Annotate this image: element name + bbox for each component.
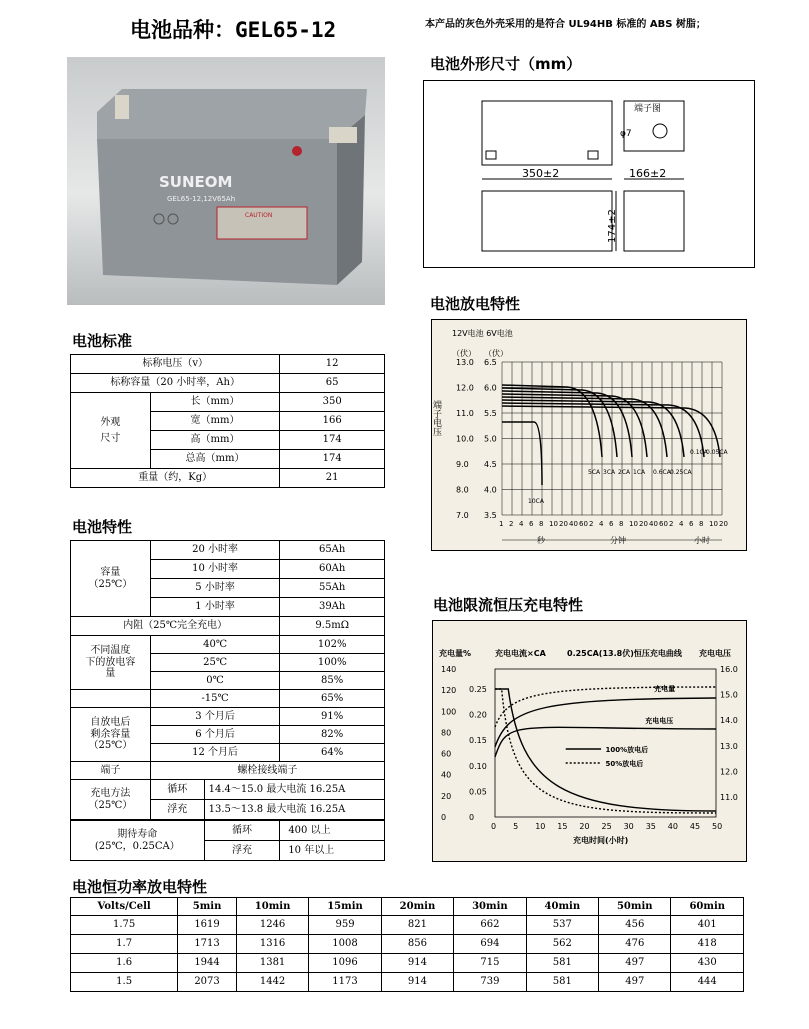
y-right-tick: 4.5 xyxy=(484,460,497,469)
table-cell: 1.75 xyxy=(71,916,178,935)
x-group-label: 分钟 xyxy=(610,536,626,545)
table-cell: 497 xyxy=(599,973,671,992)
table-cell: 914 xyxy=(381,973,453,992)
charging-chart-svg xyxy=(433,621,746,861)
material-note: 本产品的灰色外壳采用的是符合 UL94HB 标准的 ABS 树脂； xyxy=(425,19,706,30)
temp-value: 85% xyxy=(280,672,385,690)
x-tick: 30 xyxy=(623,822,634,831)
temp-label: 40℃ xyxy=(150,636,279,654)
y-left-tick: 9.0 xyxy=(456,460,469,469)
rate-value: 55Ah xyxy=(280,579,385,598)
x-tick: 10 xyxy=(549,520,558,528)
power-table xyxy=(70,897,744,992)
temp-label: 0℃ xyxy=(150,672,279,690)
x-tick: 8 xyxy=(539,520,544,528)
y-right-tick: 6.0 xyxy=(484,383,497,393)
table-row xyxy=(71,916,744,935)
temp-value: 102% xyxy=(280,636,385,654)
self-discharge-label: 自放电后 剩余容量 （25℃） xyxy=(71,708,151,762)
dim-label: 总高（mm） xyxy=(150,450,280,469)
y-left-tick: 7.0 xyxy=(456,511,469,520)
table-cell: 581 xyxy=(526,954,598,973)
dim-label: 宽（mm） xyxy=(150,412,280,431)
column-header: Volts/Cell xyxy=(71,898,178,916)
table-cell: 497 xyxy=(599,954,671,973)
y-left-tick: 60 xyxy=(441,749,452,759)
life-table xyxy=(70,820,385,861)
front-view-outline xyxy=(482,191,612,251)
table-row xyxy=(71,617,385,636)
charge-mode: 循环 xyxy=(150,780,204,800)
terminal-positive xyxy=(329,127,357,143)
y-right-tick: 5.0 xyxy=(484,434,497,444)
table-cell: 662 xyxy=(454,916,526,935)
column-header: 5min xyxy=(178,898,237,916)
y-right-tick: 14.0 xyxy=(720,716,738,726)
life-label: 期待寿命 (25℃，0.25CA） xyxy=(71,821,205,861)
dims-label: 外观 尺寸 xyxy=(71,393,151,469)
x-tick: 40 xyxy=(667,822,678,831)
terminal-hole xyxy=(653,124,667,138)
right-axis-title: 充电电压 xyxy=(699,649,731,658)
table-cell: 856 xyxy=(381,935,453,954)
table-cell: 1381 xyxy=(236,954,308,973)
y-mid-tick: 0 xyxy=(469,813,475,822)
terminal-label: 端子 xyxy=(71,762,151,780)
life-value: 10 年以上 xyxy=(280,841,385,861)
y-left-unit: （伏） xyxy=(452,349,476,358)
width-label: 166±2 xyxy=(629,167,667,180)
table-row xyxy=(71,780,385,800)
table-cell: 2073 xyxy=(178,973,237,992)
y-left-tick: 12.0 xyxy=(456,383,474,393)
curve-label: 充电电压 xyxy=(645,717,674,725)
table-row xyxy=(71,690,385,708)
charge-amount-line-100 xyxy=(495,698,716,747)
y-mid-tick: 0.15 xyxy=(469,736,487,746)
table-cell: 476 xyxy=(599,935,671,954)
standard-table xyxy=(70,354,385,488)
table-cell: 715 xyxy=(454,954,526,973)
life-mode: 浮充 xyxy=(204,841,280,861)
dim-value: 350 xyxy=(280,393,385,412)
period-value: 91% xyxy=(280,708,385,726)
x-tick: 20 xyxy=(559,520,568,528)
legend-label: 50%放电后 xyxy=(605,760,644,768)
x-tick: 2 xyxy=(589,520,594,528)
series-label: 10CA xyxy=(528,498,544,505)
table-cell: 430 xyxy=(671,954,744,973)
rate-value: 65Ah xyxy=(280,541,385,560)
x-tick: 15 xyxy=(557,822,568,831)
y-left-tick: 140 xyxy=(441,665,457,674)
table-cell: 1008 xyxy=(309,935,381,954)
y-left-tick: 13.0 xyxy=(456,358,474,367)
resistance-value: 9.5mΩ xyxy=(280,617,385,636)
dim-label: 长（mm） xyxy=(150,393,280,412)
x-tick: 20 xyxy=(639,520,648,528)
y-left-tick: 8.0 xyxy=(456,485,469,495)
table-cell: 914 xyxy=(381,954,453,973)
table-row xyxy=(71,762,385,780)
charging-chart xyxy=(432,620,747,862)
y-right-tick: 4.0 xyxy=(484,485,497,495)
discharge-chart xyxy=(431,319,747,551)
table-cell: 1944 xyxy=(178,954,237,973)
column-header: 40min xyxy=(526,898,598,916)
x-tick: 2 xyxy=(509,520,514,528)
x-tick: 4 xyxy=(679,520,684,528)
x-tick: 1 xyxy=(499,520,504,528)
table-cell: 537 xyxy=(526,916,598,935)
capacity-value: 65 xyxy=(280,374,385,393)
table-cell: 581 xyxy=(526,973,598,992)
rate-label: 5 小时率 xyxy=(150,579,279,598)
temp-value: 100% xyxy=(280,654,385,672)
temp-group-label: 不同温度 下的放电容 量 xyxy=(71,636,151,690)
y-left-tick: 20 xyxy=(441,791,452,801)
x-tick: 8 xyxy=(619,520,624,528)
series-label: 2CA xyxy=(618,469,631,476)
x-tick: 20 xyxy=(579,822,590,831)
weight-value: 21 xyxy=(280,469,385,488)
table-row xyxy=(71,393,385,412)
table-cell: 444 xyxy=(671,973,744,992)
rate-label: 1 小时率 xyxy=(150,598,279,617)
table-row xyxy=(71,973,744,992)
table-cell: 1173 xyxy=(309,973,381,992)
charge-mode: 浮充 xyxy=(150,800,204,820)
x-axis-label: 充电时间(小时) xyxy=(573,836,629,845)
caution-text: CAUTION xyxy=(245,212,273,219)
table-cell: 418 xyxy=(671,935,744,954)
discharge-chart-svg xyxy=(432,320,746,550)
chart-title: 0.25CA(13.8伏)恒压充电曲线 xyxy=(567,649,682,658)
table-cell: 1246 xyxy=(236,916,308,935)
x-tick: 4 xyxy=(519,520,524,528)
series-label: 5CA xyxy=(588,469,601,476)
x-tick: 60 xyxy=(659,520,668,528)
voltage-value: 12 xyxy=(280,355,385,374)
dim-value: 166 xyxy=(280,412,385,431)
x-tick: 20 xyxy=(719,520,728,528)
dimensions-heading: 电池外形尺寸（mm） xyxy=(430,55,582,73)
y-right-unit: （伏） xyxy=(484,349,508,358)
length-label: 350±2 xyxy=(522,167,560,180)
series-label: 3CA xyxy=(603,469,616,476)
x-tick: 35 xyxy=(645,822,656,831)
rate-label: 10 小时率 xyxy=(150,560,279,579)
terminal-negative xyxy=(115,95,129,119)
table-cell: 1316 xyxy=(236,935,308,954)
y-left-tick: 40 xyxy=(441,770,452,780)
series-label: 0.1CA xyxy=(690,449,708,456)
charge-value: 13.5～13.8 最大电流 16.25A xyxy=(204,800,384,820)
x-tick: 60 xyxy=(579,520,588,528)
rate-value: 39Ah xyxy=(280,598,385,617)
x-tick: 8 xyxy=(699,520,704,528)
y-left-tick: 0 xyxy=(441,813,447,822)
x-tick: 6 xyxy=(529,520,534,528)
x-tick: 45 xyxy=(689,822,701,831)
table-cell: 1713 xyxy=(178,935,237,954)
x-tick: 25 xyxy=(601,822,612,831)
table-row xyxy=(71,355,385,374)
dimensions-drawing xyxy=(423,80,755,268)
plot-frame xyxy=(495,669,716,817)
period-label: 6 个月后 xyxy=(150,726,279,744)
power-heading: 电池恒功率放电特性 xyxy=(72,878,208,896)
terminal-diagram-label: 端子图 xyxy=(634,104,662,114)
y-mid-tick: 0.20 xyxy=(469,710,487,720)
x-tick: 0 xyxy=(491,822,497,831)
y-left-tick: 11.0 xyxy=(456,409,474,418)
period-value: 64% xyxy=(280,744,385,762)
x-group-label: 秒 xyxy=(537,536,545,545)
capacity-group-label: 容量 （25℃） xyxy=(71,541,151,617)
x-group-label: 小时 xyxy=(694,536,710,545)
table-row xyxy=(71,541,385,560)
column-header: 10min xyxy=(236,898,308,916)
standard-heading: 电池标准 xyxy=(72,332,133,350)
table-cell: 401 xyxy=(671,916,744,935)
terminal-neg-box xyxy=(486,151,496,159)
dim-label: 高（mm） xyxy=(150,431,280,450)
table-header-row xyxy=(71,898,744,916)
resistance-label: 内阻（25℃完全充电） xyxy=(71,617,280,636)
table-cell: 562 xyxy=(526,935,598,954)
table-cell: 1442 xyxy=(236,973,308,992)
chart-title: 12V电池 6V电池 xyxy=(452,329,513,338)
series-label: 1CA xyxy=(633,469,646,476)
y-left-tick: 120 xyxy=(441,686,457,696)
column-header: 50min xyxy=(599,898,671,916)
table-row xyxy=(71,821,385,841)
dim-value: 174 xyxy=(280,450,385,469)
voltage-label: 标称电压（v） xyxy=(71,355,280,374)
table-cell: 821 xyxy=(381,916,453,935)
page-title: 电池品种：GEL65-12 xyxy=(130,18,337,42)
positive-marker-icon xyxy=(292,146,302,156)
column-header: 15min xyxy=(309,898,381,916)
capacity-label: 标称容量（20 小时率，Ah） xyxy=(71,374,280,393)
series-line-0.25CA xyxy=(502,400,684,457)
table-row xyxy=(71,935,744,954)
y-axis-label: 端子电压 xyxy=(432,400,441,436)
table-cell: 1.7 xyxy=(71,935,178,954)
charge-method-label: 充电方法 （25℃） xyxy=(71,780,151,820)
x-tick: 6 xyxy=(689,520,694,528)
charge-value: 14.4～15.0 最大电流 16.25A xyxy=(204,780,384,800)
battery-lid xyxy=(97,89,367,139)
y-right-tick: 11.0 xyxy=(720,793,738,802)
characteristics-heading: 电池特性 xyxy=(72,518,133,536)
y-right-tick: 5.5 xyxy=(484,409,497,418)
x-tick: 40 xyxy=(649,520,658,528)
table-cell: 1.6 xyxy=(71,954,178,973)
discharge-heading: 电池放电特性 xyxy=(430,295,521,313)
column-header: 60min xyxy=(671,898,744,916)
brand-logo: SUNEOM xyxy=(159,173,233,191)
y-right-tick: 3.5 xyxy=(484,511,497,520)
series-line-0.1CA xyxy=(502,403,704,457)
temp-label: 25℃ xyxy=(150,654,279,672)
y-mid-tick: 0.05 xyxy=(469,787,487,797)
table-row xyxy=(71,954,744,973)
top-view-outline xyxy=(482,101,612,165)
period-label: 12 个月后 xyxy=(150,744,279,762)
terminal-value: 螺栓接线端子 xyxy=(150,762,384,780)
side-view-outline xyxy=(624,191,684,251)
x-tick: 2 xyxy=(669,520,674,528)
table-cell: 456 xyxy=(599,916,671,935)
series-label: 0.05CA xyxy=(706,449,728,456)
temp-value: 65% xyxy=(280,690,385,708)
x-tick: 50 xyxy=(712,822,723,831)
legend-label: 100%放电后 xyxy=(605,746,649,754)
y-left-tick: 100 xyxy=(441,707,457,717)
battery-photo xyxy=(67,57,385,305)
mid-axis-title: 充电电流×CA xyxy=(495,649,546,658)
period-value: 82% xyxy=(280,726,385,744)
table-row xyxy=(71,708,385,726)
table-cell: 1096 xyxy=(309,954,381,973)
weight-label: 重量（约，Kg） xyxy=(71,469,280,488)
table-cell: 739 xyxy=(454,973,526,992)
y-right-tick: 13.0 xyxy=(720,741,738,751)
table-cell: 694 xyxy=(454,935,526,954)
column-header: 30min xyxy=(454,898,526,916)
series-label: 0.25CA xyxy=(670,469,692,476)
y-mid-tick: 0.25 xyxy=(469,685,487,694)
x-tick: 40 xyxy=(569,520,578,528)
dim-value: 174 xyxy=(280,431,385,450)
y-right-tick: 6.5 xyxy=(484,358,497,367)
x-tick: 10 xyxy=(629,520,638,528)
charge-amount-line-50 xyxy=(495,687,716,727)
rate-label: 20 小时率 xyxy=(150,541,279,560)
y-right-tick: 12.0 xyxy=(720,767,738,777)
x-tick: 10 xyxy=(535,822,546,831)
x-tick: 10 xyxy=(709,520,718,528)
column-header: 20min xyxy=(381,898,453,916)
charging-heading: 电池限流恒压充电特性 xyxy=(433,596,584,614)
table-row xyxy=(71,374,385,393)
period-label: 3 个月后 xyxy=(150,708,279,726)
x-tick: 4 xyxy=(599,520,604,528)
life-mode: 循环 xyxy=(204,821,280,841)
height-label: 174±2 xyxy=(607,209,618,243)
table-row xyxy=(71,636,385,654)
model-label: GEL65-12,12V65Ah xyxy=(167,195,236,203)
y-left-tick: 80 xyxy=(441,728,452,738)
table-cell: 1619 xyxy=(178,916,237,935)
life-value: 400 以上 xyxy=(280,821,385,841)
rate-value: 60Ah xyxy=(280,560,385,579)
y-left-tick: 10.0 xyxy=(456,434,474,444)
hole-diameter-label: φ7 xyxy=(620,129,632,139)
left-axis-title: 充电量% xyxy=(439,649,472,658)
table-cell: 959 xyxy=(309,916,381,935)
series-label: 0.6CA xyxy=(653,469,671,476)
y-right-tick: 16.0 xyxy=(720,665,738,674)
terminal-pos-box xyxy=(588,151,598,159)
characteristics-table xyxy=(70,540,385,820)
x-tick: 6 xyxy=(609,520,614,528)
y-right-tick: 15.0 xyxy=(720,690,738,700)
temp-label: -15℃ xyxy=(150,690,279,708)
table-row xyxy=(71,469,385,488)
x-tick: 5 xyxy=(513,822,519,831)
curve-label: 充电量 xyxy=(654,685,676,693)
battery-illustration xyxy=(67,57,385,305)
table-cell: 1.5 xyxy=(71,973,178,992)
y-mid-tick: 0.10 xyxy=(469,761,487,771)
